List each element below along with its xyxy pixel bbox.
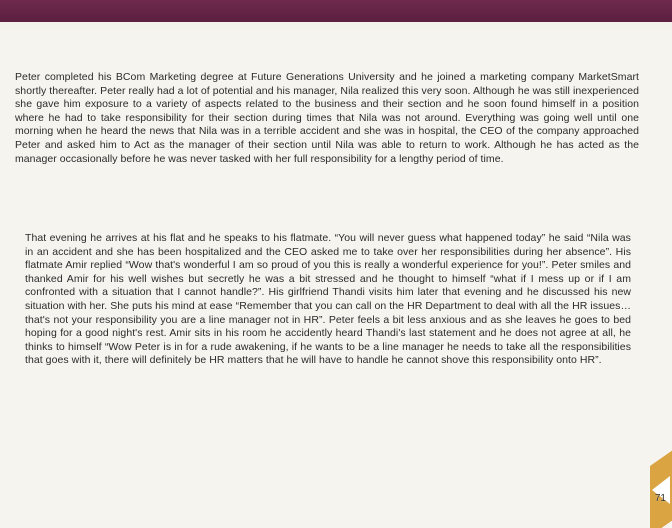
page-number: 71 xyxy=(654,493,666,504)
paragraph-2: That evening he arrives at his flat and he speaks to his flatmate. “You will never guess what happened today” he said “Nila was in an accident and she has been hospitalized and the CEO asked me to take over her responsibilities during her absence”. His flatmate Amir replied “Wow that's wonderful I am so proud of you this is really a wonderful experience for you!”. Peter smiles and thanked Amir for his well wishes but secretly he was a bit stressed and he thought to himself “what if I mess up or if I am confronted with a situation that I cannot handle?”. His girlfriend Thandi visits him later that evening and he discussed his new situation with her. She puts his mind at ease “Remember that you can call on the HR Department to deal with all the HR issues…that's not your responsibility you are a line manager not in HR”. Peter feels a bit less anxious and as she leaves he goes to bed hoping for a good night's rest. Amir sits in his room he accidently heard Thandi's last statement and he does not agree at all, he thinks to himself “Wow Peter is in for a rude awakening, if he wants to be a line manager he needs to take all the responsibilities that goes with it, there will definitely be HR matters that he will have to handle he cannot shove this responsibility onto HR”. xyxy=(25,232,631,367)
paragraph-1: Peter completed his BCom Marketing degree at Future Generations University and he joined a marketing company MarketSmart shortly thereafter. Peter really had a lot of potential and his manager, Nila realized this very soon. Although he was still inexperienced she gave him exposure to a variety of aspects related to the business and their section and he soon found himself in a position where he had to take responsibility for their section during times that Nila was not around. Everything was going well until one morning when he heard the news that Nila was in a terrible accident and she was in hospital, the CEO of the company approached Peter and asked him to Act as the manager of their section until Nila was able to return to work. Although he has acted as the manager occasionally before he was never tasked with her full responsibility for a lengthy period of time. xyxy=(15,71,639,165)
corner-decoration xyxy=(646,418,672,528)
